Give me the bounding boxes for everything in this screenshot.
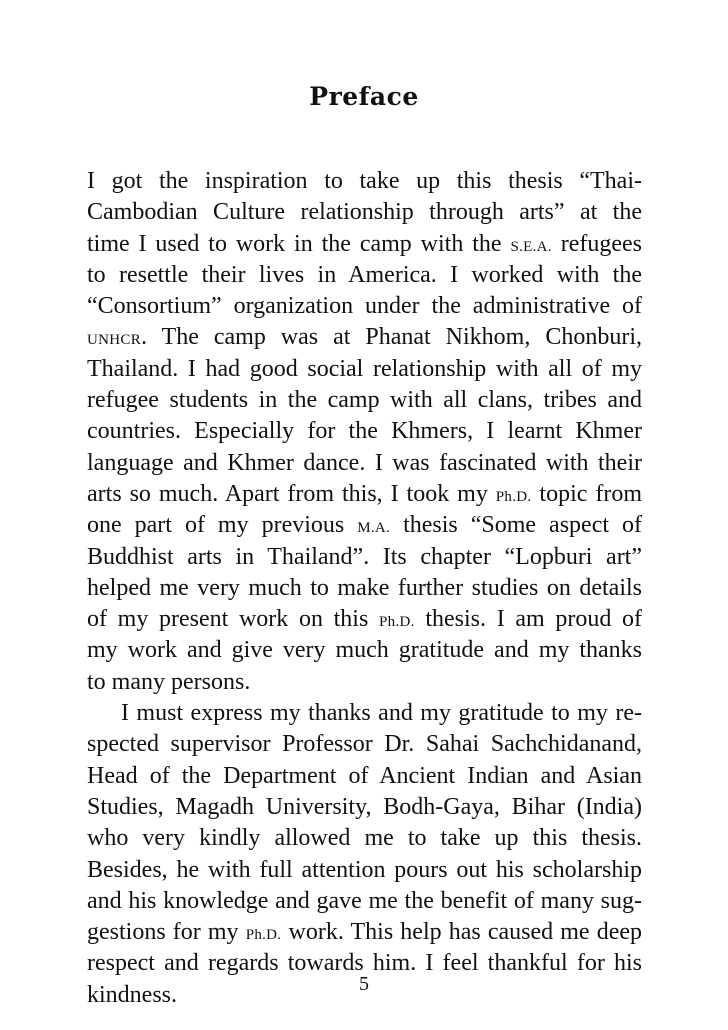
text-span: time I used to work in the camp with the (87, 230, 511, 257)
text-span: gestions for my (87, 919, 246, 946)
text-line: and his knowledge and gave me the benefit of many sug- (87, 887, 642, 914)
text-line: spected supervisor Professor Dr. Sahai Sachchidanand, (87, 731, 642, 758)
text-line: Head of the Department of Ancient Indian and Asian (87, 762, 642, 789)
text-line: to resettle their lives in America. I worked with the (87, 261, 642, 288)
text-line: I got the inspiration to take up this thesis “Thai- (87, 168, 642, 194)
text-span: topic from (531, 480, 642, 507)
text-line (87, 917, 642, 948)
text-line: countries. Especially for the Khmers, I learnt Khmer (87, 418, 642, 445)
abbreviation-phd: Ph.D. (379, 614, 415, 631)
text-span: thesis. I am proud of (414, 606, 643, 633)
text-line: I must express my thanks and my gratitude to my re- (121, 700, 642, 727)
text-line: Thailand. I had good social relationship with all of my (87, 355, 642, 382)
text-line (87, 479, 642, 510)
text-span: work. This help has caused me deep (281, 919, 642, 946)
text-line (87, 510, 642, 541)
text-span: arts so much. Apart from this, I took my (87, 480, 496, 507)
text-line: refugee students in the camp with all clans, tribes and (87, 387, 642, 414)
text-line: my work and give very much gratitude and my thanks (87, 637, 642, 664)
abbreviation-sea: S.E.A. (510, 238, 552, 255)
paragraph-acknowledgement (87, 698, 642, 1011)
text-line: language and Khmer dance. I was fascinated with their (87, 449, 642, 476)
text-line: to many persons. (87, 668, 251, 695)
text-line (87, 604, 642, 635)
page-number: 5 (359, 973, 369, 995)
page-title: Preface (309, 82, 419, 111)
text-span: . The camp was at Phanat Nikhom, Chonburi, (141, 324, 642, 351)
text-line (87, 322, 642, 353)
text-span: of my present work on this (87, 606, 379, 633)
abbreviation-unhcr: UNHCR (87, 332, 142, 349)
text-span: refugees (551, 230, 642, 257)
text-span: one part of my previous (87, 512, 358, 539)
preface-body (87, 166, 642, 1011)
text-line: kindness. (87, 981, 177, 1008)
abbreviation-ma: M.A. (357, 520, 391, 537)
text-line: who very kindly allowed me to take up this thesis. (87, 825, 642, 852)
text-line: helped me very much to make further studies on details (87, 574, 642, 601)
text-line: Studies, Magadh University, Bodh-Gaya, Bihar (India) (87, 793, 642, 820)
text-line (87, 229, 642, 260)
text-line: respect and regards towards him. I feel thankful for his (87, 950, 642, 977)
text-line: Cambodian Culture relationship through arts” at the (87, 199, 642, 226)
text-span: thesis “Some aspect of (390, 512, 642, 539)
paragraph-inspiration (87, 166, 642, 698)
text-line: “Consortium” organization under the administrative of (87, 293, 642, 320)
abbreviation-phd: Ph.D. (245, 927, 282, 944)
text-line: Besides, he with full attention pours out his scholarship (87, 856, 642, 883)
text-line: Buddhist arts in Thailand”. Its chapter “Lopburi art” (87, 543, 642, 570)
abbreviation-phd: Ph.D. (495, 488, 532, 505)
